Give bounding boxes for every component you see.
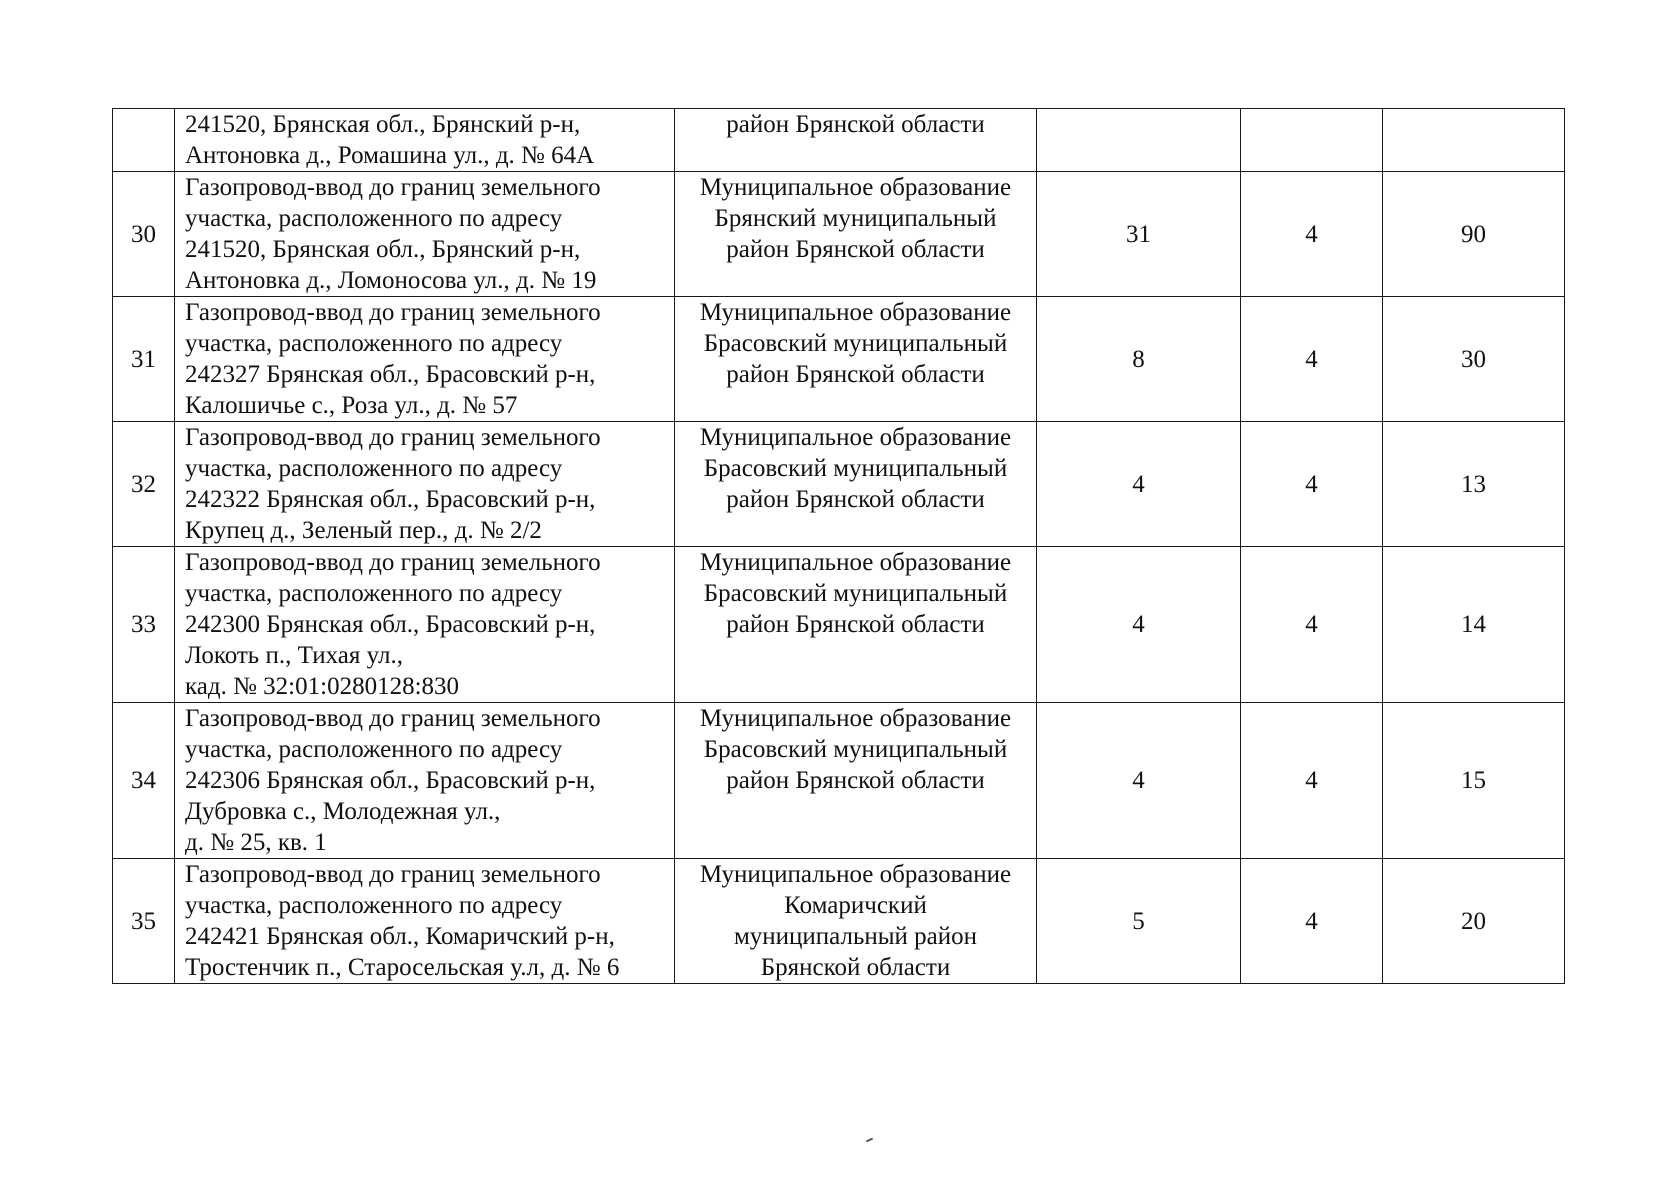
value-cell-1: 8 xyxy=(1037,297,1241,422)
object-description-line: Газопровод-ввод до границ земельного xyxy=(185,861,601,888)
value-cell-1: 4 xyxy=(1037,547,1241,703)
row-number-cell xyxy=(113,109,175,172)
value-cell-3: 30 xyxy=(1383,297,1565,422)
municipality-cell xyxy=(675,703,1037,859)
municipality-line: Брасовский муниципальный xyxy=(703,455,1008,482)
value-cell-3: 20 xyxy=(1383,859,1565,984)
municipality-line: Брасовский муниципальный xyxy=(703,736,1008,763)
value-cell-1: 4 xyxy=(1037,422,1241,547)
municipality-line: Муниципальное образование xyxy=(699,424,1012,451)
object-description-line: Газопровод-ввод до границ земельного xyxy=(185,299,601,326)
municipality-line: Муниципальное образование xyxy=(699,299,1012,326)
municipality-line: Брянский муниципальный xyxy=(714,205,997,232)
municipality-line: Брянской области xyxy=(760,954,951,981)
row-number-cell: 30 xyxy=(113,172,175,297)
value-cell-2: 4 xyxy=(1241,547,1383,703)
object-description-line: Газопровод-ввод до границ земельного xyxy=(185,549,601,576)
object-description-line: участка, расположенного по адресу xyxy=(185,455,563,482)
municipality-cell xyxy=(675,109,1037,172)
object-description-line: 242306 Брянская обл., Брасовский р-н, xyxy=(185,767,596,794)
table-row xyxy=(113,703,1565,859)
value-cell-2: 4 xyxy=(1241,297,1383,422)
row-number-cell: 31 xyxy=(113,297,175,422)
object-description-cell xyxy=(175,422,675,547)
municipality-cell xyxy=(675,422,1037,547)
value-cell-2: 4 xyxy=(1241,172,1383,297)
value-cell-3: 15 xyxy=(1383,703,1565,859)
municipality-line: Муниципальное образование xyxy=(699,861,1012,888)
value-cell-2: 4 xyxy=(1241,703,1383,859)
scan-speck xyxy=(866,1138,873,1143)
object-description-cell xyxy=(175,109,675,172)
value-cell-3: 90 xyxy=(1383,172,1565,297)
value-cell-1: 31 xyxy=(1037,172,1241,297)
table-body xyxy=(113,109,1565,984)
row-number-cell: 35 xyxy=(113,859,175,984)
object-description-line: участка, расположенного по адресу xyxy=(185,736,563,763)
table-row xyxy=(113,297,1565,422)
object-description-line: 242322 Брянская обл., Брасовский р-н, xyxy=(185,486,596,513)
value-cell-3: 14 xyxy=(1383,547,1565,703)
object-description-line: Тростенчик п., Старосельская у.л, д. № 6 xyxy=(185,954,620,981)
value-cell-3: 13 xyxy=(1383,422,1565,547)
value-cell-3 xyxy=(1383,109,1565,172)
object-description-line: участка, расположенного по адресу xyxy=(185,892,563,919)
municipality-line: муниципальный район xyxy=(733,923,978,950)
value-cell-1 xyxy=(1037,109,1241,172)
value-cell-2: 4 xyxy=(1241,859,1383,984)
municipality-line: Муниципальное образование xyxy=(699,174,1012,201)
municipality-line: Брасовский муниципальный xyxy=(703,580,1008,607)
value-cell-1: 4 xyxy=(1037,703,1241,859)
table-row xyxy=(113,172,1565,297)
municipality-cell xyxy=(675,547,1037,703)
value-cell-2 xyxy=(1241,109,1383,172)
object-description-cell xyxy=(175,703,675,859)
municipality-line: район Брянской области xyxy=(726,111,985,138)
object-description-line: Локоть п., Тихая ул., xyxy=(185,642,404,669)
object-description-line: Антоновка д., Ромашина ул., д. № 64А xyxy=(185,142,595,169)
municipality-line: район Брянской области xyxy=(726,236,985,263)
table-row xyxy=(113,547,1565,703)
municipality-line: район Брянской области xyxy=(726,361,985,388)
municipality-line: Брасовский муниципальный xyxy=(703,330,1008,357)
object-description-line: участка, расположенного по адресу xyxy=(185,205,563,232)
municipality-line: район Брянской области xyxy=(726,486,985,513)
object-description-cell xyxy=(175,297,675,422)
table-row xyxy=(113,859,1565,984)
value-cell-1: 5 xyxy=(1037,859,1241,984)
object-description-line: Дубровка с., Молодежная ул., xyxy=(185,798,501,825)
object-description-line: кад. № 32:01:0280128:830 xyxy=(185,673,460,700)
municipality-cell xyxy=(675,172,1037,297)
municipality-cell xyxy=(675,859,1037,984)
municipality-line: район Брянской области xyxy=(726,611,985,638)
object-description-line: д. № 25, кв. 1 xyxy=(185,829,327,856)
object-description-line: 242327 Брянская обл., Брасовский р-н, xyxy=(185,361,596,388)
object-description-line: 241520, Брянская обл., Брянский р-н, xyxy=(185,111,581,138)
municipality-line: район Брянской области xyxy=(726,767,985,794)
object-description-cell xyxy=(175,859,675,984)
row-number-cell: 34 xyxy=(113,703,175,859)
object-description-line: 242421 Брянская обл., Комаричский р-н, xyxy=(185,923,615,950)
object-description-line: Газопровод-ввод до границ земельного xyxy=(185,424,601,451)
object-description-line: Крупец д., Зеленый пер., д. № 2/2 xyxy=(185,517,542,544)
object-description-line: Антоновка д., Ломоносова ул., д. № 19 xyxy=(185,267,597,294)
municipality-line: Комаричский xyxy=(784,892,927,919)
municipality-line: Муниципальное образование xyxy=(699,705,1012,732)
object-description-line: Газопровод-ввод до границ земельного xyxy=(185,174,601,201)
object-description-line: участка, расположенного по адресу xyxy=(185,580,563,607)
object-description-line: Газопровод-ввод до границ земельного xyxy=(185,705,601,732)
municipality-cell xyxy=(675,297,1037,422)
value-cell-2: 4 xyxy=(1241,422,1383,547)
object-description-line: 241520, Брянская обл., Брянский р-н, xyxy=(185,236,581,263)
row-number-cell: 33 xyxy=(113,547,175,703)
table-row xyxy=(113,422,1565,547)
object-description-line: 242300 Брянская обл., Брасовский р-н, xyxy=(185,611,596,638)
gas-pipeline-table xyxy=(112,108,1565,984)
row-number-cell: 32 xyxy=(113,422,175,547)
object-description-cell xyxy=(175,172,675,297)
table-row xyxy=(113,109,1565,172)
object-description-line: Калошичье с., Роза ул., д. № 57 xyxy=(185,392,518,419)
municipality-line: Муниципальное образование xyxy=(699,549,1012,576)
object-description-cell xyxy=(175,547,675,703)
object-description-line: участка, расположенного по адресу xyxy=(185,330,563,357)
